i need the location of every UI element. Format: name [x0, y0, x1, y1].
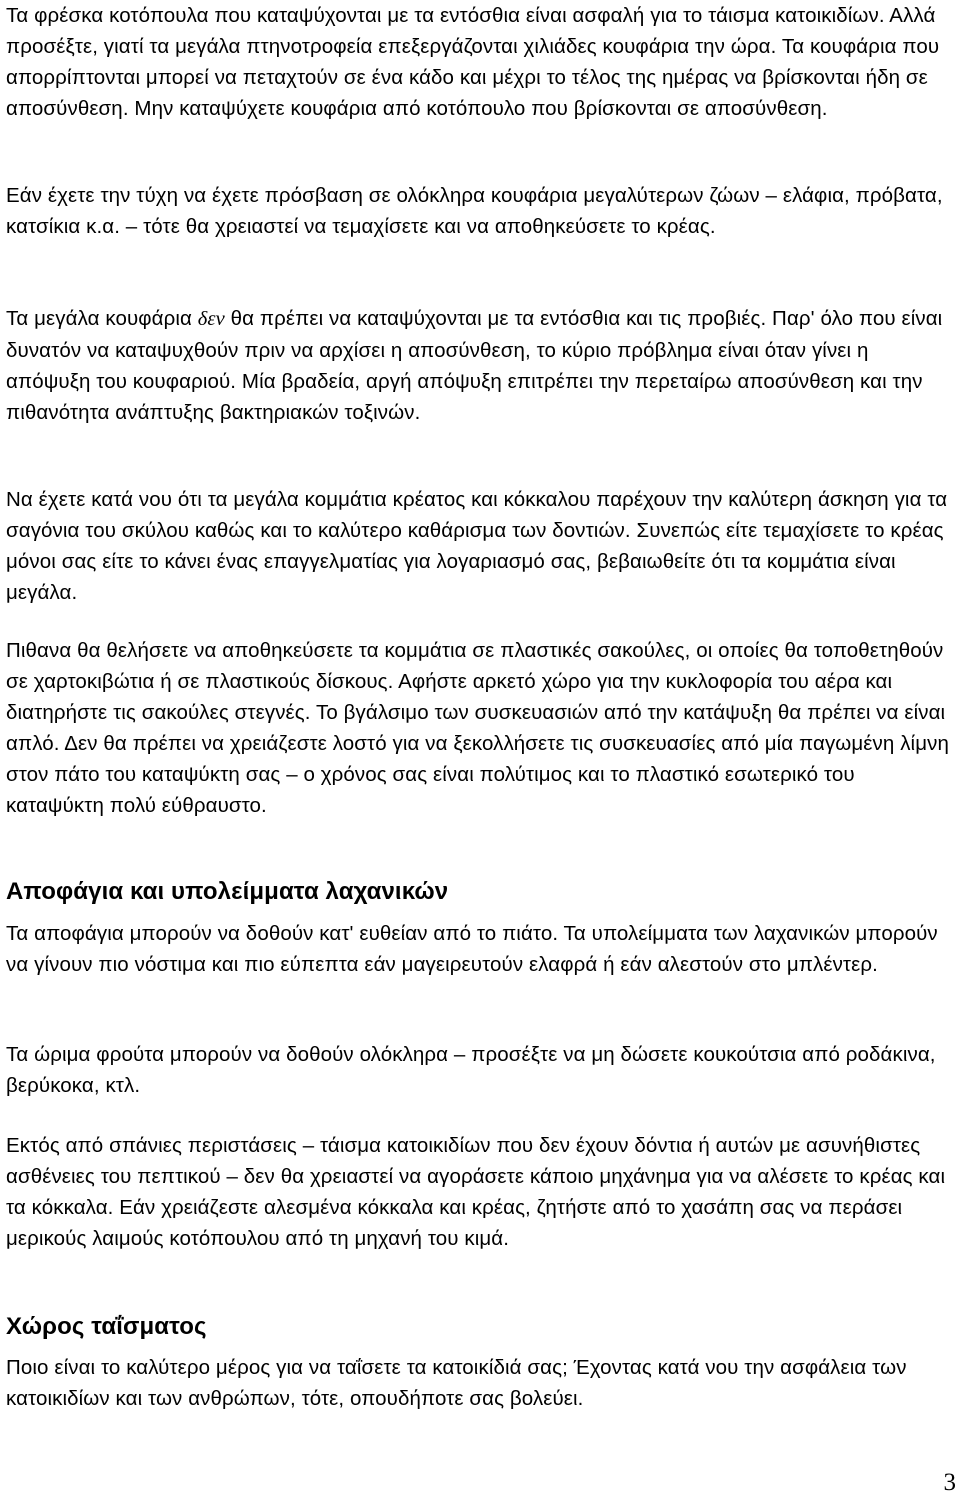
paragraph-fruits: Τα ώριμα φρούτα μπορούν να δοθούν ολόκληρα – προσέξτε να μη δώσετε κουκούτσια από ροδάκινα, βερύκοκα, κτλ.: [6, 1043, 936, 1097]
paragraph-leftovers: Τα αποφάγια μπορούν να δοθούν κατ' ευθείαν από το πιάτο. Τα υπολείμματα των λαχανικών μπορούν να γίνουν πιο νόστιμα και πιο εύπεπτα εάν μαγειρευτούν ελαφρά ή εάν αλεστούν στο μπλέντερ.: [6, 922, 938, 976]
paragraph-large-carcasses: Εάν έχετε την τύχη να έχετε πρόσβαση σε ολόκληρα κουφάρια μεγαλύτερων ζώων – ελάφια, πρόβατα, κατσίκια κ.α. – τότε θα χρειαστεί να τεμαχίσετε και να αποθηκεύσετε το κρέας.: [6, 184, 943, 238]
paragraph-feeding-area: Ποιο είναι το καλύτερο μέρος για να ταΐσετε τα κατοικίδιά σας; Έχοντας κατά νου την ασφάλεια των κατοικιδίων και των ανθρώπων, τότε, οπουδήποτε σας βολεύει.: [6, 1356, 907, 1410]
paragraph-no-freezing-with-offal: [6, 303, 951, 428]
paragraph-storage: Πιθανα θα θελήσετε να αποθηκεύσετε τα κομμάτια σε πλαστικές σακούλες, οι οποίες θα τοποθετηθούν σε χαρτοκιβώτια ή σε πλαστικούς δίσκους. Αφήστε αρκετό χώρο για την κυκλοφορία του αέρα και διατηρήστε τις σακούλες στεγνές. Το βγάλσιμο των συσκευασιών από την κατάψυξη θα πρέπει να είναι απλό. Δεν θα πρέπει να χρειάζεστε λοστό για να ξεκολλήσετε τις συσκευασίες από μία παγωμένη λίμνη στον πάτο του καταψύκτη σας – ο χρόνος σας είναι πολύτιμος και το πλαστικό εσωτερικό του καταψύκτη πολύ εύθραυστο.: [6, 639, 949, 817]
page-number: 3: [943, 1469, 956, 1496]
paragraph-fresh-chicken: Τα φρέσκα κοτόπουλα που καταψύχονται με τα εντόσθια είναι ασφαλή για το τάισμα κατοικιδίων. Αλλά προσέξτε, γιατί τα μεγάλα πτηνοτροφεία επεξεργάζονται χιλιάδες κουφάρια την ώρα. Τα κουφάρια που απορρίπτονται μπορεί να πεταχτούν σε ένα κάδο και μέχρι το τέλος της ημέρας να βρίσκονται ήδη σε αποσύνθεση. Μην καταψύχετε κουφάρια από κοτόπουλο που βρίσκονται σε αποσύνθεση.: [6, 4, 940, 120]
paragraph-text-start: Τα μεγάλα κουφάρια: [6, 307, 198, 330]
emphasis-den: δεν: [197, 308, 225, 330]
paragraph-grinding: Εκτός από σπάνιες περιστάσεις – τάισμα κατοικιδίων που δεν έχουν δόντια ή αυτών με ασυνήθιστες ασθένειες του πεπτικού – δεν θα χρειαστεί να αγοράσετε κάποιο μηχάνημα για να αλέσετε το κρέας και τα κόκκαλα. Εάν χρειάζεστε αλεσμένα κόκκαλα και κρέας, ζητήστε από το χασάπη σας να περάσει μερικούς λαιμούς κοτόπουλου από τη μηχανή του κιμά.: [6, 1134, 946, 1250]
heading-feeding-area: Χώρος ταΐσματος: [6, 1313, 207, 1340]
paragraph-large-pieces: Να έχετε κατά νου ότι τα μεγάλα κομμάτια κρέατος και κόκκαλου παρέχουν την καλύτερη άσκηση για τα σαγόνια του σκύλου καθώς και το καλύτερο καθάρισμα των δοντιών. Συνεπώς είτε τεμαχίσετε το κρέας μόνοι σας είτε το κάνει ένας επαγγελματίας για λογαριασμό σας, βεβαιωθείτε ότι τα κομμάτια είναι μεγάλα.: [6, 488, 948, 604]
paragraph-text-end: θα πρέπει να καταψύχονται με τα εντόσθια και τις προβιές. Παρ' όλο που είναι δυνατόν να καταψυχθούν πριν να αρχίσει η αποσύνθεση, το κύριο πρόβλημα είναι όταν γίνει η απόψυξη του κουφαριού. Μία βραδεία, αργή απόψυξη επιτρέπει την περεταίρω αποσύνθεση και την πιθανότητα ανάπτυξης βακτηριακών τοξινών.: [6, 307, 943, 424]
heading-leftovers: Αποφάγια και υπολείμματα λαχανικών: [6, 878, 449, 905]
